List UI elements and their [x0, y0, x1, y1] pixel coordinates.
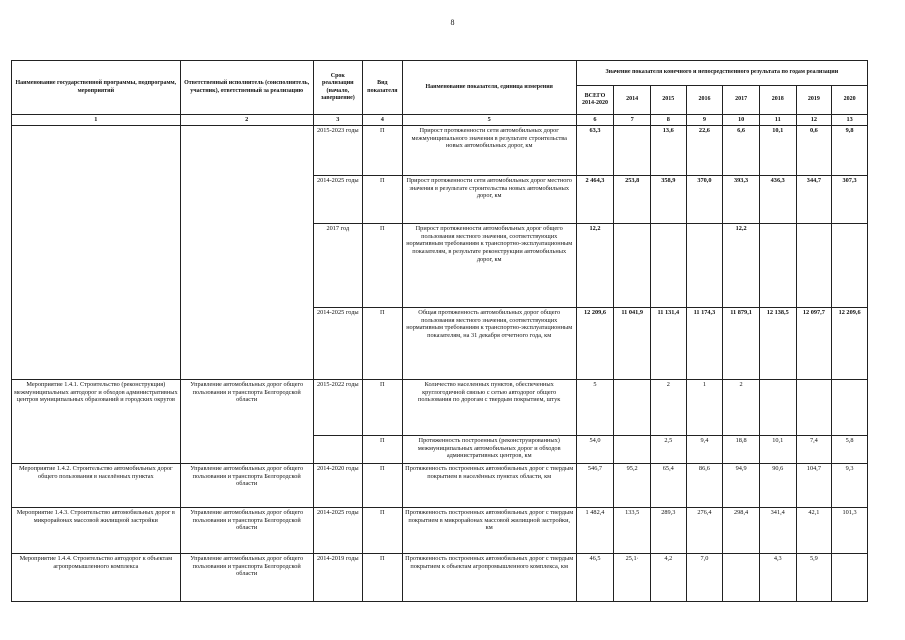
executor-cell: Управление автомобильных дорог общего пользования и транспорта Белгородской области [180, 464, 313, 508]
year-value-cell: 6,6 [723, 126, 760, 176]
year-value-cell: 289,3 [651, 508, 687, 554]
year-value-cell: 7,4 [796, 436, 832, 464]
total-value-cell: 546,7 [576, 464, 614, 508]
year-value-cell [796, 380, 832, 436]
term-cell: 2014-2020 годы [313, 464, 362, 508]
year-value-cell [832, 224, 868, 308]
indicator-type-cell: П [362, 436, 402, 464]
indicator-type-cell: П [362, 308, 402, 380]
indicator-type-cell: П [362, 224, 402, 308]
year-value-cell: 4,3 [759, 554, 796, 602]
term-cell: 2014-2025 годы [313, 508, 362, 554]
year-value-cell: 12 097,7 [796, 308, 832, 380]
year-value-cell [796, 224, 832, 308]
year-value-cell: 101,3 [832, 508, 868, 554]
total-value-cell: 54,0 [576, 436, 614, 464]
year-value-cell: 9,3 [832, 464, 868, 508]
year-value-cell: 12 209,6 [832, 308, 868, 380]
year-value-cell: 276,4 [686, 508, 723, 554]
total-value-cell: 46,5 [576, 554, 614, 602]
year-value-cell: 393,3 [723, 176, 760, 224]
indicator-name-cell: Протяженность построенных автомобильных дорог с твердым покрытием к объектам агропромышленного комплекса, км [402, 554, 576, 602]
year-value-cell: 11 131,4 [651, 308, 687, 380]
term-cell: 2014-2025 годы [313, 308, 362, 380]
year-value-cell: 370,0 [686, 176, 723, 224]
column-number: 4 [362, 115, 402, 126]
indicator-name-cell: Прирост протяженности сети автомобильных дорог межмуниципального значения в результате строительства новых автомобильных дорог, км [402, 126, 576, 176]
page-number: 8 [450, 18, 455, 27]
year-value-cell: 7,0 [686, 554, 723, 602]
column-number-row [12, 115, 868, 126]
year-value-cell: 13,6 [651, 126, 687, 176]
year-value-cell [832, 380, 868, 436]
year-value-cell [614, 380, 651, 436]
table-row [12, 380, 868, 436]
indicator-name-cell: Протяженность построенных автомобильных дорог с твердым покрытием в населённых пунктах области, км [402, 464, 576, 508]
year-value-cell: 94,9 [723, 464, 760, 508]
year-value-cell: 65,4 [651, 464, 687, 508]
column-number: 3 [313, 115, 362, 126]
year-value-cell: 341,4 [759, 508, 796, 554]
year-value-cell: 18,8 [723, 436, 760, 464]
year-value-cell: 22,6 [686, 126, 723, 176]
header-year: 2019 [796, 86, 832, 115]
indicator-type-cell: П [362, 464, 402, 508]
header-year: 2020 [832, 86, 868, 115]
term-cell [313, 436, 362, 464]
executor-cell: Управление автомобильных дорог общего пользования и транспорта Белгородской области [180, 508, 313, 554]
table-row [12, 126, 868, 176]
year-value-cell: 358,9 [651, 176, 687, 224]
year-value-cell: 12,2 [723, 224, 760, 308]
year-value-cell: 5,9 [796, 554, 832, 602]
year-value-cell: 86,6 [686, 464, 723, 508]
header-year: 2015 [651, 86, 687, 115]
year-value-cell [686, 224, 723, 308]
total-value-cell: 12,2 [576, 224, 614, 308]
term-cell: 2014-2019 годы [313, 554, 362, 602]
column-number: 2 [180, 115, 313, 126]
column-number: 6 [576, 115, 614, 126]
indicator-type-cell: П [362, 380, 402, 436]
year-value-cell [759, 380, 796, 436]
year-value-cell: 298,4 [723, 508, 760, 554]
indicator-name-cell: Протяженность построенных автомобильных дорог с твердым покрытием в микрорайонах массовой жилищной застройки, км [402, 508, 576, 554]
year-value-cell [614, 436, 651, 464]
indicator-table [11, 60, 868, 602]
indicator-name-cell: Общая протяженность автомобильных дорог общего пользования местного значения, соответствующих нормативным требованиям к транспортно-эксплуатационным показателям, на 31 декабря отчетного года, км [402, 308, 576, 380]
year-value-cell: 436,3 [759, 176, 796, 224]
program-name-cell: Мероприятие 1.4.2. Строительство автомобильных дорог общего пользования в населённых пунктах [12, 464, 181, 508]
year-value-cell: 2 [723, 380, 760, 436]
indicator-type-cell: П [362, 508, 402, 554]
table-row [12, 508, 868, 554]
year-value-cell [614, 224, 651, 308]
program-name-cell: Мероприятие 1.4.3. Строительство автомобильных дорог в микрорайонах массовой жилищной застройки [12, 508, 181, 554]
year-value-cell [651, 224, 687, 308]
table-row [12, 464, 868, 508]
executor-cell [180, 126, 313, 380]
year-value-cell: 2,5 [651, 436, 687, 464]
program-name-cell [12, 126, 181, 380]
header-year: 2014 [614, 86, 651, 115]
header-year: 2018 [759, 86, 796, 115]
header-executor: Ответственный исполнитель (соисполнитель, участник), ответственный за реализацию [180, 61, 313, 115]
indicator-type-cell: П [362, 176, 402, 224]
year-value-cell: 12 138,5 [759, 308, 796, 380]
program-name-cell: Мероприятие 1.4.1. Строительство (реконструкция) межмуниципальных автодорог и обходов административных центров муниципальных образований и городских округов [12, 380, 181, 464]
year-value-cell: 104,7 [796, 464, 832, 508]
header-values-group: Значение показателя конечного и непосредственного результата по годам реализации [576, 61, 867, 86]
program-name-cell: Мероприятие 1.4.4. Строительство автодорог к объектам агропромышленного комплекса [12, 554, 181, 602]
column-number: 10 [723, 115, 760, 126]
column-number: 7 [614, 115, 651, 126]
year-value-cell: 90,6 [759, 464, 796, 508]
header-indicator-type: Вид показателя [362, 61, 402, 115]
total-value-cell: 63,3 [576, 126, 614, 176]
year-value-cell: 4,2 [651, 554, 687, 602]
year-value-cell: 95,2 [614, 464, 651, 508]
year-value-cell: 9,8 [832, 126, 868, 176]
column-number: 8 [651, 115, 687, 126]
year-value-cell: 11 174,3 [686, 308, 723, 380]
year-value-cell: 9,4 [686, 436, 723, 464]
column-number: 9 [686, 115, 723, 126]
year-value-cell [614, 126, 651, 176]
indicator-type-cell: П [362, 126, 402, 176]
header-program-name: Наименование государственной программы, подпрограмм, мероприятий [12, 61, 181, 115]
term-cell: 2017 год [313, 224, 362, 308]
column-number: 1 [12, 115, 181, 126]
year-value-cell: 133,5 [614, 508, 651, 554]
year-value-cell: 25,1· [614, 554, 651, 602]
header-year: 2017 [723, 86, 760, 115]
header-total: ВСЕГО 2014-2020 [576, 86, 614, 115]
year-value-cell: 1 [686, 380, 723, 436]
year-value-cell [832, 554, 868, 602]
header-indicator-name: Наименование показателя, единица измерения [402, 61, 576, 115]
year-value-cell: 10,1 [759, 436, 796, 464]
year-value-cell: 307,3 [832, 176, 868, 224]
indicator-name-cell: Прирост протяженности сети автомобильных дорог местного значения в результате строительства новых автомобильных дорог, км [402, 176, 576, 224]
year-value-cell: 2 [651, 380, 687, 436]
year-value-cell: 11 879,1 [723, 308, 760, 380]
year-value-cell: 10,1 [759, 126, 796, 176]
total-value-cell: 12 209,6 [576, 308, 614, 380]
year-value-cell [723, 554, 760, 602]
column-number: 11 [759, 115, 796, 126]
header-year: 2016 [686, 86, 723, 115]
year-value-cell: 5,8 [832, 436, 868, 464]
year-value-cell: 253,8 [614, 176, 651, 224]
column-number: 13 [832, 115, 868, 126]
year-value-cell: 0,6 [796, 126, 832, 176]
indicator-name-cell: Количество населенных пунктов, обеспеченных круглогодичной связью с сетью автодорог общего пользования по дорогам с твердым покрытием, штук [402, 380, 576, 436]
year-value-cell [759, 224, 796, 308]
term-cell: 2015-2022 годы [313, 380, 362, 436]
executor-cell: Управление автомобильных дорог общего пользования и транспорта Белгородской области [180, 380, 313, 464]
total-value-cell: 2 464,3 [576, 176, 614, 224]
executor-cell: Управление автомобильных дорог общего пользования и транспорта Белгородской области [180, 554, 313, 602]
column-number: 12 [796, 115, 832, 126]
total-value-cell: 1 482,4 [576, 508, 614, 554]
table-row [12, 554, 868, 602]
year-value-cell: 344,7 [796, 176, 832, 224]
indicator-name-cell: Прирост протяженности автомобильных дорог общего пользования местного значения, соответствующих нормативным требованиям к транспортно-эксплуатационным показателям, в результате реконструкции автомобильных дорог, км [402, 224, 576, 308]
total-value-cell: 5 [576, 380, 614, 436]
indicator-name-cell: Протяженность построенных (реконструированных) межмуниципальных автомобильных дорог и обходов административных центров, км [402, 436, 576, 464]
indicator-type-cell: П [362, 554, 402, 602]
year-value-cell: 42,1 [796, 508, 832, 554]
term-cell: 2014-2025 годы [313, 176, 362, 224]
column-number: 5 [402, 115, 576, 126]
year-value-cell: 11 041,9 [614, 308, 651, 380]
header-term: Срок реализации (начало, завершение) [313, 61, 362, 115]
term-cell: 2015-2023 годы [313, 126, 362, 176]
